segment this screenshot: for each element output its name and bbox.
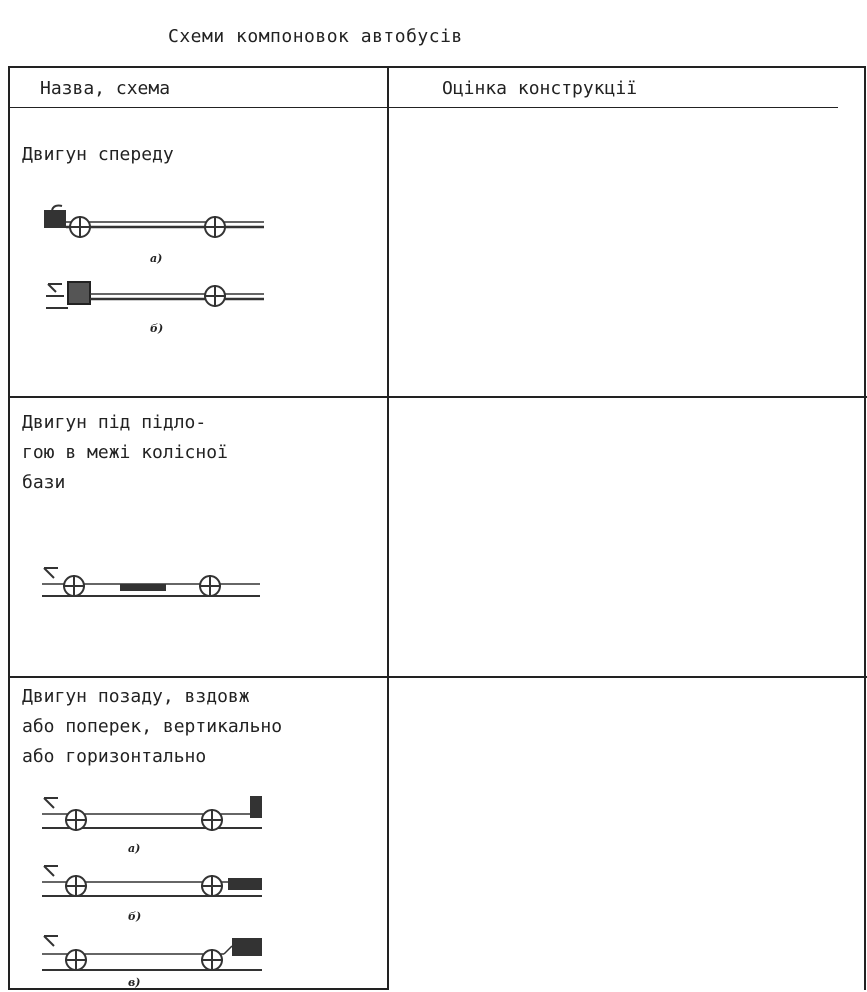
driver-seat [44,798,58,808]
row-name-line: бази [22,472,66,493]
header-evaluation: Оцінка конструкції [442,78,638,99]
column-divider [387,66,389,990]
row-name-line: або горизонтально [22,746,207,767]
layout-scheme-front-overhang [40,278,270,318]
header-name: Назва, схема [40,78,171,99]
driver-seat [44,866,58,876]
row-name-line: гою в межі колісної [22,442,228,463]
scheme-caption: а) [150,252,163,265]
scheme-caption: б) [128,910,142,923]
scheme-caption: б) [150,322,164,335]
engine-block [68,282,90,304]
table-left-border [8,66,10,990]
scheme-caption: в) [128,976,141,989]
layout-scheme-rear-horizontal [38,858,268,903]
table-right-border [864,66,866,990]
engine-block [232,938,262,956]
engine-block [228,878,262,890]
row-name-line: Двигун спереду [22,144,174,165]
scheme-caption: а) [128,842,141,855]
layout-scheme-underfloor [38,560,268,605]
engine-block [250,796,262,818]
layout-scheme-front-cab [40,200,270,245]
row-divider-1 [8,396,867,398]
table-bottom-border [8,988,388,990]
driver-seat [44,568,58,578]
row-name-line: або поперек, вертикально [22,716,283,737]
table-top-border [8,66,864,68]
row-name-line: Двигун під підло- [22,412,207,433]
page-title: Схеми компоновок автобусів [168,26,463,47]
engine-block [120,584,166,591]
engine-block [44,210,66,228]
layout-scheme-rear-vertical [38,790,268,835]
driver-seat [48,284,62,292]
driver-seat [44,936,58,946]
row-name-line: Двигун позаду, вздовж [22,686,250,707]
layout-scheme-rear-raised [38,926,268,976]
row-divider-2 [8,676,867,678]
header-bottom-border [8,107,838,108]
